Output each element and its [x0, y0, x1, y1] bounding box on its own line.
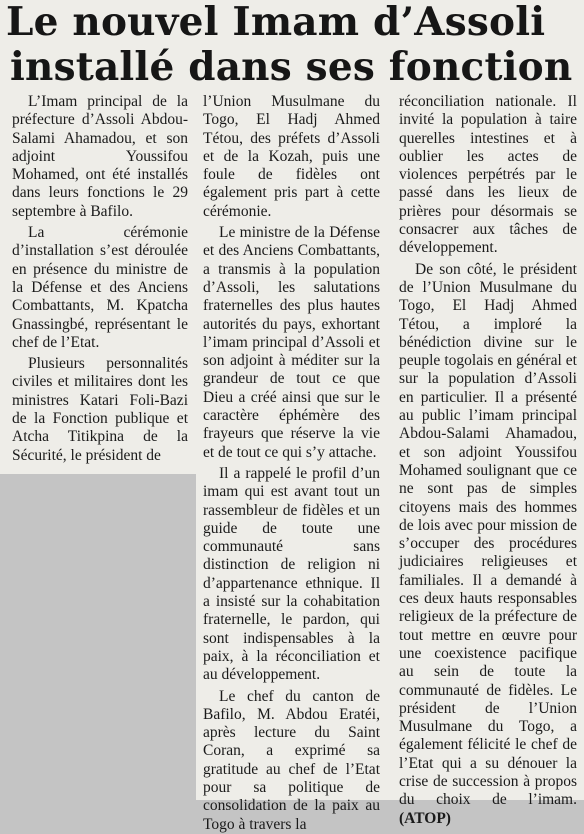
agency-signature: (ATOP): [399, 809, 451, 827]
paragraph: réconciliation nationale. Il invité la population à taire querelles intestines et à oublier les actes de violences perpétrés par le passé dans les lieux de prières pour désormais se consacrer aux tâches de développement.: [399, 93, 577, 257]
article-column-3: [399, 93, 577, 828]
article-column-2: [203, 93, 380, 834]
headline: [6, 0, 584, 90]
paragraph: [399, 261, 577, 828]
paragraph: La cérémonie d’installation s’est déroulée en présence du ministre de la Défense et des Anciens Combattants, M. Kpatcha Gnassingbé, représentant le chef de l’Etat.: [12, 224, 188, 351]
headline-line-1: Le nouvel Imam d’Assoli: [6, 0, 546, 45]
paragraph: L’Imam principal de la préfecture d’Assoli Abdou-Salami Ahamadou, et son adjoint Youssifou Mohamed, ont été installés dans leurs fonctions le 29 septembre à Bafilo.: [12, 93, 188, 220]
headline-line-2: installé dans ses fonction: [10, 44, 573, 90]
blank-background-area: [0, 474, 196, 800]
paragraph: Le chef du canton de Bafilo, M. Abdou Eratéi, après lecture du Saint Coran, a exprimé sa gratitude au chef de l’Etat pour sa politique de consolidation de la paix au Togo à travers la: [203, 687, 380, 833]
paragraph: Plusieurs personnalités civiles et militaires dont les ministres Katari Foli-Bazi de la Fonction publique et Atcha Titikpina de la Sécurité, le président de: [12, 355, 188, 464]
paragraph: l’Union Musulmane du Togo, El Hadj Ahmed Tétou, des préfets d’Assoli et de la Kozah, puis une foule de fidèles ont également pris part à cette cérémonie.: [203, 93, 380, 220]
paragraph-text: De son côté, le président de l’Union Musulmane du Togo, El Hadj Ahmed Tétou, a imploré la bénédiction divine sur le peuple togolais en général et sur la population d’Assoli en particulier. Il a présenté au public l’imam principal Abdou-Salami Ahamadou, et son adjoint Youssifou Mohamed soulignant que ce ne sont pas de simples citoyens mais des hommes de lois avec pour mission de s’occuper des procédures judiciaires religieuses et familiales. Il a demandé à ces deux hauts responsables religieux de la préfecture de tout mettre en œuvre pour une coexistence pacifique au sein de toute la communauté de fidèles. Le président de l’Union Musulmane du Togo, a également félicité le chef de l’Etat qui a su dénouer la crise de succession à propos du choix de l’imam.: [399, 260, 577, 809]
article-column-1: [12, 93, 188, 465]
paragraph: Il a rappelé le profil d’un imam qui est avant tout un rassembleur de fidèles et un guide de toute une communauté sans distinction de religion ni d’appartenance ethnique. Il a insisté sur la cohabitation fraternelle, le pardon, qui sont indispensables à la paix, à la réconciliation et au développement.: [203, 464, 380, 684]
paragraph: Le ministre de la Défense et des Anciens Combattants, a transmis à la population d’Assoli, les salutations fraternelles des plus hautes autorités du pays, exhortant l’imam principal d’Assoli et son adjoint à méditer sur la grandeur de tout ce que Dieu a créé ainsi que sur le caractère éphémère des frayeurs que réserve la vie et de tout ce qui s’y attache.: [203, 224, 380, 461]
